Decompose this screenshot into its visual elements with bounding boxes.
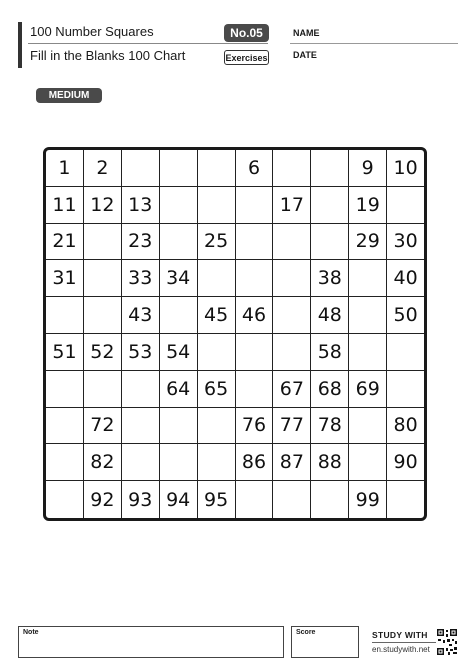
number-cell: 9 [349,150,387,187]
number-cell: 72 [84,408,122,445]
blank-cell[interactable] [311,224,349,261]
blank-cell[interactable] [387,187,424,224]
number-cell: 38 [311,260,349,297]
blank-cell[interactable] [46,408,84,445]
number-cell: 11 [46,187,84,224]
number-cell: 88 [311,444,349,481]
blank-cell[interactable] [236,224,274,261]
number-cell: 94 [160,481,198,518]
blank-cell[interactable] [198,187,236,224]
grid-row [46,224,424,261]
brand-box [370,627,438,657]
number-cell: 46 [236,297,274,334]
date-label: DATE [293,50,317,60]
blank-cell[interactable] [273,297,311,334]
blank-cell[interactable] [311,481,349,518]
blank-cell[interactable] [349,408,387,445]
blank-cell[interactable] [349,334,387,371]
number-cell: 6 [236,150,274,187]
blank-cell[interactable] [46,444,84,481]
brand-divider [372,642,436,643]
number-cell: 65 [198,371,236,408]
number-cell: 17 [273,187,311,224]
worksheet-number-badge: No.05 [224,24,269,42]
blank-cell[interactable] [273,481,311,518]
number-cell: 82 [84,444,122,481]
grid-row [46,187,424,224]
number-cell: 77 [273,408,311,445]
blank-cell[interactable] [122,150,160,187]
number-cell: 1 [46,150,84,187]
blank-cell[interactable] [236,371,274,408]
number-cell: 76 [236,408,274,445]
grid-row [46,334,424,371]
blank-cell[interactable] [273,150,311,187]
blank-cell[interactable] [122,444,160,481]
blank-cell[interactable] [349,260,387,297]
blank-cell[interactable] [198,150,236,187]
number-cell: 99 [349,481,387,518]
qr-code-icon [436,628,458,656]
blank-cell[interactable] [387,481,424,518]
grid-row [46,481,424,518]
number-cell: 33 [122,260,160,297]
brand-url: en.studywith.net [372,645,430,654]
blank-cell[interactable] [122,408,160,445]
number-cell: 13 [122,187,160,224]
number-cell: 23 [122,224,160,261]
blank-cell[interactable] [349,297,387,334]
blank-cell[interactable] [236,334,274,371]
blank-cell[interactable] [84,371,122,408]
blank-cell[interactable] [160,444,198,481]
blank-cell[interactable] [198,334,236,371]
worksheet-subtitle: Fill in the Blanks 100 Chart [30,48,186,63]
grid-row [46,444,424,481]
grid-row [46,408,424,445]
difficulty-badge: MEDIUM [36,88,102,103]
blank-cell[interactable] [198,444,236,481]
number-cell: 50 [387,297,424,334]
number-cell: 86 [236,444,274,481]
number-cell: 67 [273,371,311,408]
number-cell: 25 [198,224,236,261]
number-cell: 29 [349,224,387,261]
blank-cell[interactable] [273,334,311,371]
blank-cell[interactable] [198,408,236,445]
blank-cell[interactable] [349,444,387,481]
score-label: Score [296,629,316,636]
number-cell: 53 [122,334,160,371]
blank-cell[interactable] [236,187,274,224]
number-cell: 10 [387,150,424,187]
number-cell: 58 [311,334,349,371]
number-cell: 80 [387,408,424,445]
blank-cell[interactable] [160,297,198,334]
blank-cell[interactable] [84,297,122,334]
blank-cell[interactable] [387,371,424,408]
note-box [18,626,284,658]
number-cell: 68 [311,371,349,408]
number-cell: 93 [122,481,160,518]
hundred-chart-grid [43,147,427,521]
blank-cell[interactable] [160,224,198,261]
exercise-type-badge: Exercises [224,50,269,65]
number-cell: 87 [273,444,311,481]
blank-cell[interactable] [273,224,311,261]
title-accent-bar [18,22,22,68]
number-cell: 21 [46,224,84,261]
blank-cell[interactable] [311,150,349,187]
number-cell: 40 [387,260,424,297]
number-cell: 31 [46,260,84,297]
score-box [291,626,359,658]
blank-cell[interactable] [160,150,198,187]
blank-cell[interactable] [311,187,349,224]
blank-cell[interactable] [198,260,236,297]
blank-cell[interactable] [84,260,122,297]
blank-cell[interactable] [46,481,84,518]
number-cell: 51 [46,334,84,371]
number-cell: 95 [198,481,236,518]
number-cell: 43 [122,297,160,334]
blank-cell[interactable] [122,371,160,408]
number-cell: 19 [349,187,387,224]
name-label: NAME [293,28,320,38]
number-cell: 90 [387,444,424,481]
number-cell: 54 [160,334,198,371]
number-cell: 92 [84,481,122,518]
title-divider [28,43,268,44]
grid-row [46,260,424,297]
blank-cell[interactable] [160,408,198,445]
blank-cell[interactable] [236,260,274,297]
blank-cell[interactable] [84,224,122,261]
blank-cell[interactable] [46,297,84,334]
blank-cell[interactable] [160,187,198,224]
number-cell: 45 [198,297,236,334]
worksheet-title: 100 Number Squares [30,24,154,39]
number-cell: 64 [160,371,198,408]
grid-row [46,371,424,408]
number-cell: 30 [387,224,424,261]
note-label: Note [23,629,39,636]
brand-name: STUDY WITH [372,630,428,640]
number-cell: 78 [311,408,349,445]
number-cell: 52 [84,334,122,371]
blank-cell[interactable] [387,334,424,371]
blank-cell[interactable] [236,481,274,518]
name-line [290,43,458,44]
blank-cell[interactable] [46,371,84,408]
grid-row [46,150,424,187]
number-cell: 12 [84,187,122,224]
number-cell: 2 [84,150,122,187]
number-cell: 48 [311,297,349,334]
blank-cell[interactable] [273,260,311,297]
number-cell: 34 [160,260,198,297]
number-cell: 69 [349,371,387,408]
grid-row [46,297,424,334]
